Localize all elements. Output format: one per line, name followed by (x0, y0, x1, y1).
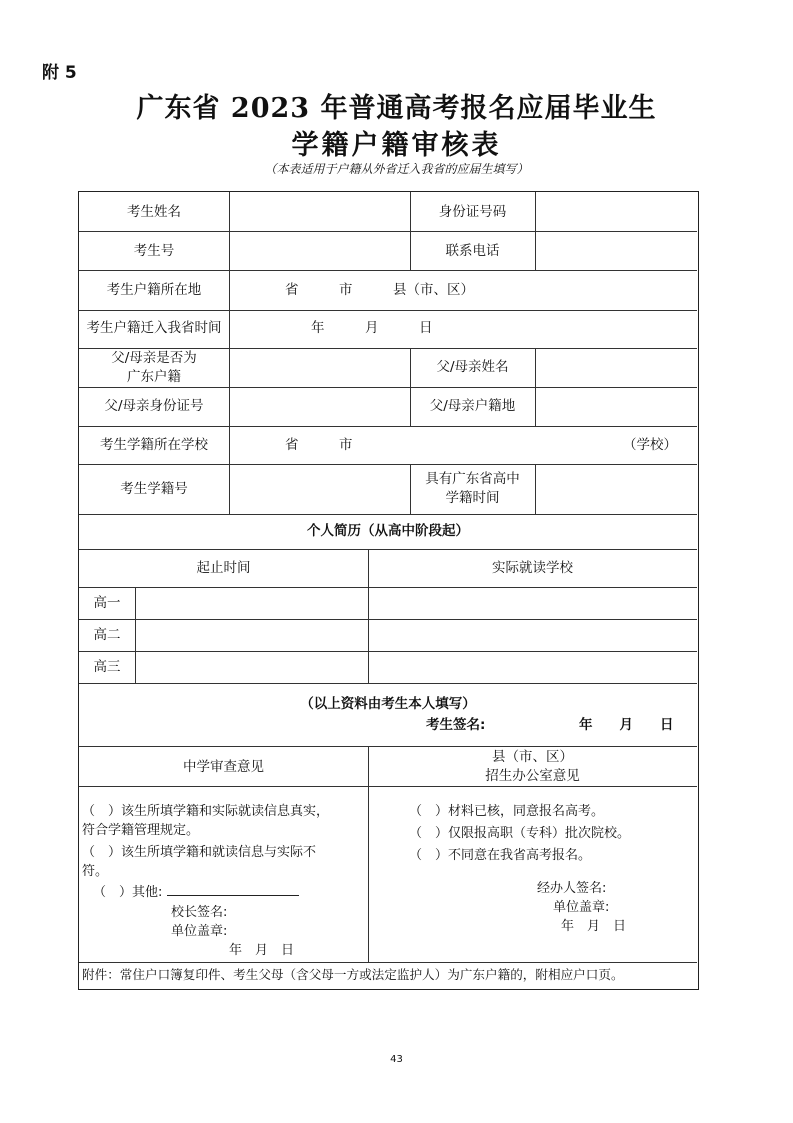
audit-form-table (78, 191, 699, 990)
row-divider (79, 962, 697, 963)
label-parent-household: 父/母亲户籍地 (429, 398, 516, 414)
move-in-date-template: 年 月 日 (311, 320, 433, 336)
row-divider (79, 549, 697, 550)
candidate-sign-label: 考生签名: (426, 717, 486, 733)
row-divider (79, 426, 697, 427)
school-location-template: 省 市 (285, 437, 353, 453)
school-option-2-line1: （ ）该生所填学籍和就读信息与实际不 (82, 845, 317, 860)
label-move-in-time: 考生户籍迁入我省时间 (86, 320, 222, 336)
candidate-sign-date: 年 月 日 (579, 717, 674, 733)
form-title-line2: 学籍户籍审核表 (291, 130, 502, 161)
school-option-1-line1: （ ）该生所填学籍和实际就读信息真实， (82, 804, 330, 819)
label-parent-id: 父/母亲身份证号 (104, 398, 204, 414)
principal-sign-label: 校长签名: (171, 905, 228, 920)
office-review-header-line2: 招生办公室意见 (485, 768, 580, 784)
col-divider (535, 348, 536, 426)
school-option-3 (93, 882, 299, 902)
school-review-header: 中学审查意见 (183, 759, 264, 775)
resume-col-time: 起止时间 (196, 560, 251, 576)
row-divider (79, 746, 697, 747)
school-option-1-line2: 符合学籍管理规定。 (82, 823, 200, 838)
self-fill-note: （以上资料由考生本人填写） (300, 696, 476, 712)
office-option-3: （ ）不同意在我省高考报名。 (409, 848, 592, 863)
label-parent-guangdong-line1: 父/母亲是否为 (111, 350, 197, 366)
row-divider (79, 514, 697, 515)
appendix-label: 附 5 (42, 63, 77, 83)
col-divider (229, 192, 230, 514)
label-parent-guangdong-line2: 广东户籍 (127, 369, 181, 385)
school-seal-label: 单位盖章: (171, 924, 228, 939)
school-option-2-line2: 符。 (82, 864, 109, 879)
attachment-note: 附件：常住户口簿复印件、考生父母（含父母一方或法定监护人）为广东户籍的，附相应户口页。 (82, 967, 624, 982)
handler-sign-label: 经办人签名: (537, 881, 607, 896)
office-option-2: （ ）仅限报高职（专科）批次院校。 (409, 826, 631, 841)
row-divider (79, 786, 697, 787)
row-divider (79, 464, 697, 465)
label-student-number: 考生学籍号 (120, 481, 188, 497)
resume-row-label: 高二 (93, 627, 121, 643)
label-parent-name: 父/母亲姓名 (436, 359, 509, 375)
form-title-line1: 广东省 2023 年普通高考报名应届毕业生 (136, 93, 657, 124)
label-household-location: 考生户籍所在地 (106, 282, 202, 298)
col-divider (535, 464, 536, 514)
office-seal-label: 单位盖章: (553, 900, 610, 915)
page-number: 43 (390, 1054, 403, 1065)
school-suffix: （学校） (623, 437, 677, 453)
resume-row-label: 高三 (93, 659, 121, 675)
other-opinion-line[interactable] (167, 882, 299, 896)
label-id-number: 身份证号码 (438, 204, 507, 220)
row-divider (79, 587, 697, 588)
row-divider (79, 619, 697, 620)
col-divider (535, 192, 536, 270)
resume-row-label: 高一 (93, 595, 121, 611)
school-option-3-label: （ ）其他: (93, 885, 163, 900)
row-divider (79, 387, 697, 388)
label-name: 考生姓名 (127, 204, 181, 220)
office-review-header-line1: 县（市、区） (492, 749, 573, 765)
resume-heading: 个人简历（从高中阶段起） (307, 523, 469, 539)
col-divider (135, 587, 136, 683)
label-gd-enrollment-line2: 学籍时间 (445, 490, 500, 506)
row-divider (79, 270, 697, 271)
row-divider (79, 683, 697, 684)
label-phone: 联系电话 (445, 243, 500, 259)
row-divider (79, 231, 697, 232)
resume-col-school: 实际就读学校 (492, 560, 573, 576)
school-review-date: 年 月 日 (229, 943, 295, 958)
household-location-template: 省 市 县（市、区） (285, 282, 474, 298)
label-exam-number: 考生号 (133, 243, 175, 259)
form-subtitle: （本表适用于户籍从外省迁入我省的应届生填写） (264, 162, 529, 176)
label-gd-enrollment-line1: 具有广东省高中 (425, 471, 520, 487)
office-review-date: 年 月 日 (561, 919, 627, 934)
office-option-1: （ ）材料已核，同意报名高考。 (409, 804, 605, 819)
row-divider (79, 651, 697, 652)
row-divider (79, 310, 697, 311)
label-school-location: 考生学籍所在学校 (100, 437, 208, 453)
